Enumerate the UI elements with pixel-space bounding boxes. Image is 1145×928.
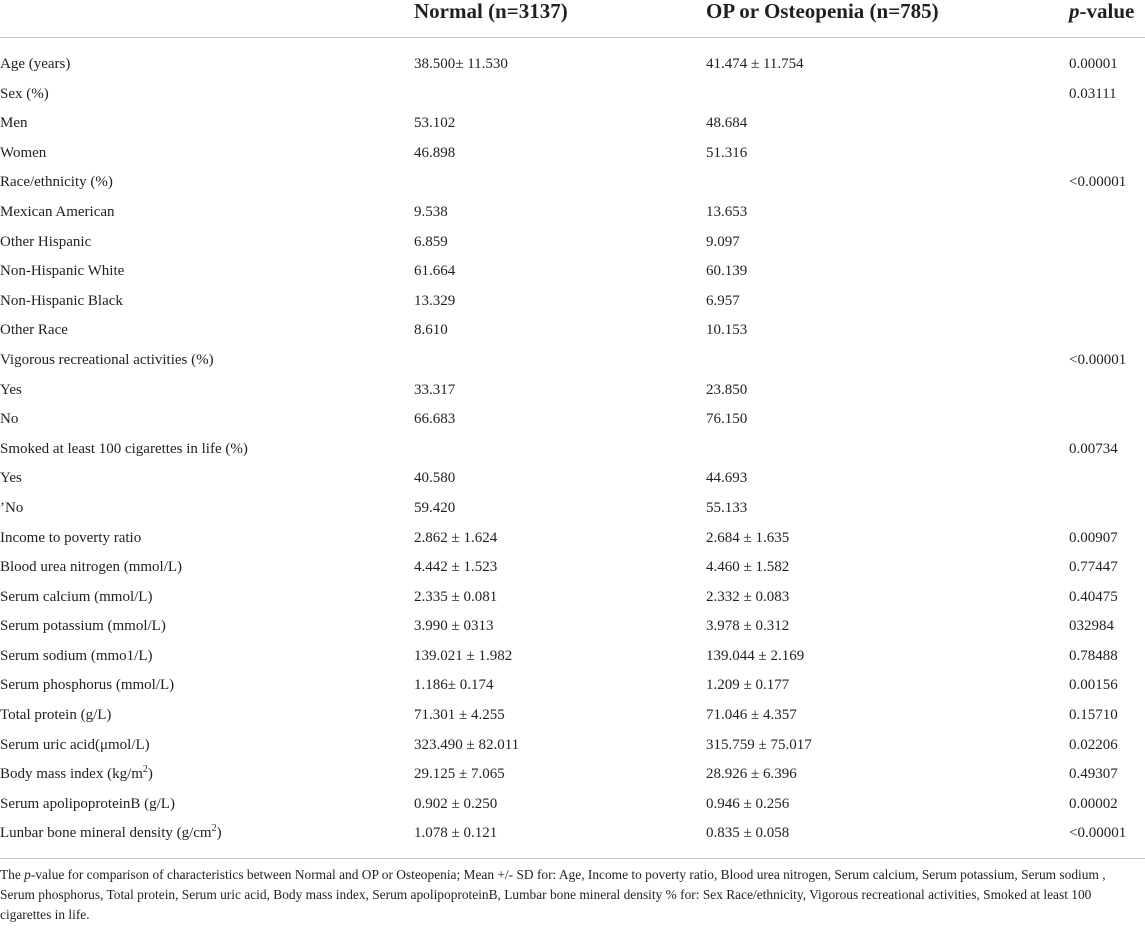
cell-p-value: 0.49307	[1069, 766, 1118, 783]
table-row	[0, 553, 1145, 583]
table-row	[0, 376, 1145, 406]
header-op-osteopenia: OP or Osteopenia (n=785)	[706, 0, 939, 23]
row-label	[0, 642, 153, 672]
table-row	[0, 316, 1145, 346]
cell-op-osteopenia: 51.316	[706, 144, 748, 161]
footnote-prefix: The	[0, 867, 25, 882]
row-label-text: Serum uric acid(μmol/L)	[0, 736, 150, 753]
table-row	[0, 494, 1145, 524]
cell-normal: 3.990 ± 0313	[414, 618, 494, 635]
cell-p-value: <0.00001	[1069, 351, 1127, 368]
row-label	[0, 760, 153, 790]
cell-normal: 1.186± 0.174	[414, 677, 494, 694]
cell-op-osteopenia: 3.978 ± 0.312	[706, 618, 790, 635]
row-label	[0, 553, 182, 583]
cell-op-osteopenia: 139.044 ± 2.169	[706, 647, 805, 664]
cell-op-osteopenia: 2.684 ± 1.635	[706, 529, 790, 546]
cell-p-value: 0.15710	[1069, 707, 1118, 724]
row-label-text: Serum sodium (mmo1/L)	[0, 647, 153, 664]
row-label-text: Non-Hispanic White	[0, 263, 125, 280]
cell-op-osteopenia: 23.850	[706, 381, 748, 398]
row-label	[0, 701, 111, 731]
row-label-text: No	[0, 411, 19, 428]
cell-normal: 46.898	[414, 144, 456, 161]
row-label-text: Lunbar bone mineral density (g/cm	[0, 825, 212, 842]
table-row	[0, 583, 1145, 613]
row-label	[0, 228, 91, 258]
row-label-text: Other Hispanic	[0, 233, 92, 250]
cell-op-osteopenia: 0.946 ± 0.256	[706, 795, 790, 812]
cell-p-value: 0.77447	[1069, 559, 1118, 576]
row-label-text: Women	[0, 144, 47, 161]
row-label-text: Serum phosphorus (mmol/L)	[0, 677, 175, 694]
table-row	[0, 819, 1145, 849]
cell-normal: 71.301 ± 4.255	[414, 707, 505, 724]
cell-p-value: 0.00734	[1069, 440, 1118, 457]
row-label-text: Serum apolipoproteinB (g/L)	[0, 795, 175, 812]
cell-op-osteopenia: 55.133	[706, 499, 748, 516]
table-row	[0, 109, 1145, 139]
row-label	[0, 198, 115, 228]
table-row	[0, 612, 1145, 642]
row-label	[0, 671, 174, 701]
table-row	[0, 524, 1145, 554]
row-label-superscript: 2	[211, 823, 217, 835]
table-row	[0, 257, 1145, 287]
table-row	[0, 464, 1145, 494]
cell-op-osteopenia: 315.759 ± 75.017	[706, 736, 812, 753]
row-label-text: Vigorous recreational activities (%)	[0, 351, 214, 368]
cell-op-osteopenia: 1.209 ± 0.177	[706, 677, 790, 694]
cell-p-value: 0.00001	[1069, 56, 1118, 72]
row-label-text: Yes	[0, 381, 22, 398]
cell-op-osteopenia: 28.926 ± 6.396	[706, 766, 797, 783]
cell-p-value: 032984	[1069, 618, 1114, 635]
row-label	[0, 168, 113, 198]
row-label-text: ’No	[0, 499, 24, 516]
cell-p-value: 0.00907	[1069, 529, 1118, 546]
table-header-row	[0, 0, 1145, 38]
cell-op-osteopenia: 9.097	[706, 233, 740, 250]
cell-normal: 29.125 ± 7.065	[414, 766, 505, 783]
table-row	[0, 760, 1145, 790]
row-label	[0, 464, 22, 494]
row-label	[0, 50, 70, 80]
header-p-value	[1069, 0, 1134, 22]
row-label-text: Blood urea nitrogen (mmol/L)	[0, 559, 183, 576]
cell-normal: 8.610	[414, 322, 448, 339]
row-label-text: Body mass index (kg/m	[0, 766, 143, 783]
cell-normal: 33.317	[414, 381, 456, 398]
cell-p-value: 0.03111	[1069, 85, 1117, 102]
cell-normal: 139.021 ± 1.982	[414, 647, 513, 664]
cell-p-value: 0.02206	[1069, 736, 1118, 753]
row-label	[0, 405, 18, 435]
table-row	[0, 139, 1145, 169]
row-label	[0, 316, 68, 346]
row-label	[0, 80, 49, 110]
cell-normal: 0.902 ± 0.250	[414, 795, 498, 812]
cell-op-osteopenia: 48.684	[706, 115, 748, 132]
cell-op-osteopenia: 4.460 ± 1.582	[706, 559, 790, 576]
cell-normal: 66.683	[414, 411, 456, 428]
table-bottom-rule	[0, 858, 1145, 859]
cell-op-osteopenia: 60.139	[706, 263, 748, 280]
cell-normal: 2.335 ± 0.081	[414, 588, 498, 605]
cell-normal: 38.500± 11.530	[414, 56, 508, 72]
table-row	[0, 435, 1145, 465]
table-row	[0, 287, 1145, 317]
row-label	[0, 790, 175, 820]
cell-op-osteopenia: 6.957	[706, 292, 740, 309]
cell-op-osteopenia: 2.332 ± 0.083	[706, 588, 790, 605]
table-row	[0, 50, 1145, 80]
row-label	[0, 612, 166, 642]
row-label-text: Serum calcium (mmol/L)	[0, 588, 153, 605]
row-label-text: Sex (%)	[0, 85, 49, 102]
row-label-text: Yes	[0, 470, 22, 487]
row-label-text: Age (years)	[0, 56, 71, 72]
row-label	[0, 583, 152, 613]
table-row	[0, 168, 1145, 198]
table-row	[0, 731, 1145, 761]
table-row	[0, 671, 1145, 701]
cell-op-osteopenia: 13.653	[706, 203, 748, 220]
table-row	[0, 228, 1145, 258]
table-row	[0, 80, 1145, 110]
row-label-text: Total protein (g/L)	[0, 707, 112, 724]
table-row	[0, 405, 1145, 435]
footnote-p-italic: p	[24, 867, 31, 882]
row-label-text: Other Race	[0, 322, 68, 339]
table-row	[0, 701, 1145, 731]
cell-p-value: 0.00156	[1069, 677, 1118, 694]
header-normal: Normal (n=3137)	[414, 0, 568, 23]
cell-op-osteopenia: 10.153	[706, 322, 748, 339]
row-label-text: Smoked at least 100 cigarettes in life (%)	[0, 440, 248, 457]
row-label	[0, 731, 150, 761]
cell-normal: 53.102	[414, 115, 456, 132]
cell-p-value: <0.00001	[1069, 825, 1127, 842]
cell-normal: 2.862 ± 1.624	[414, 529, 498, 546]
row-label-suffix: )	[216, 825, 222, 842]
cell-p-value: 0.00002	[1069, 795, 1118, 812]
cell-normal: 40.580	[414, 470, 456, 487]
cell-normal: 1.078 ± 0.121	[414, 825, 498, 842]
table-body	[0, 50, 1145, 849]
cell-normal: 323.490 ± 82.011	[414, 736, 520, 753]
row-label	[0, 494, 23, 524]
cell-normal: 6.859	[414, 233, 448, 250]
table-row	[0, 642, 1145, 672]
footnote-text: -value for comparison of characteristics between Normal and OP or Osteopenia; Mean +/- SD for: Age, Income to poverty ratio, Blood urea nitrogen, Serum calcium, Serum potassium, Serum sodium , Serum phosphorus, Total protein, Serum uric acid, Body mass index, Serum apolipoproteinB, Lumbar bone mineral density % for: Sex Race/ethnicity, Vigorous recreational activities, Smoked at least 100 cigarettes in life.	[0, 867, 1106, 922]
header-p-rest: -value	[1079, 0, 1135, 23]
cell-op-osteopenia: 76.150	[706, 411, 748, 428]
row-label	[0, 287, 123, 317]
header-p-italic: p	[1069, 0, 1080, 23]
row-label-text: Race/ethnicity (%)	[0, 174, 113, 191]
cell-p-value: 0.78488	[1069, 647, 1118, 664]
table-row	[0, 346, 1145, 376]
cell-normal: 9.538	[414, 203, 448, 220]
row-label-text: Mexican American	[0, 203, 115, 220]
row-label	[0, 376, 22, 406]
row-label-suffix: )	[147, 766, 153, 783]
cell-p-value: <0.00001	[1069, 174, 1127, 191]
row-label	[0, 346, 214, 376]
row-label-superscript: 2	[142, 764, 148, 776]
table-row	[0, 790, 1145, 820]
row-label-text: Income to poverty ratio	[0, 529, 142, 546]
row-label	[0, 139, 46, 169]
row-label	[0, 109, 28, 139]
cell-normal: 13.329	[414, 292, 456, 309]
row-label	[0, 524, 141, 554]
cell-p-value: 0.40475	[1069, 588, 1118, 605]
cell-normal: 61.664	[414, 263, 456, 280]
cell-normal: 59.420	[414, 499, 456, 516]
row-label-text: Men	[0, 115, 28, 132]
row-label-text: Serum potassium (mmol/L)	[0, 618, 166, 635]
cell-op-osteopenia: 71.046 ± 4.357	[706, 707, 797, 724]
row-label	[0, 435, 248, 465]
row-label-text: Non-Hispanic Black	[0, 292, 123, 309]
table-row	[0, 198, 1145, 228]
cell-op-osteopenia: 44.693	[706, 470, 748, 487]
table-footnote	[0, 865, 1143, 925]
cell-op-osteopenia: 41.474 ± 11.754	[706, 56, 804, 72]
cell-op-osteopenia: 0.835 ± 0.058	[706, 825, 790, 842]
row-label	[0, 819, 222, 849]
row-label	[0, 257, 124, 287]
cell-normal: 4.442 ± 1.523	[414, 559, 498, 576]
